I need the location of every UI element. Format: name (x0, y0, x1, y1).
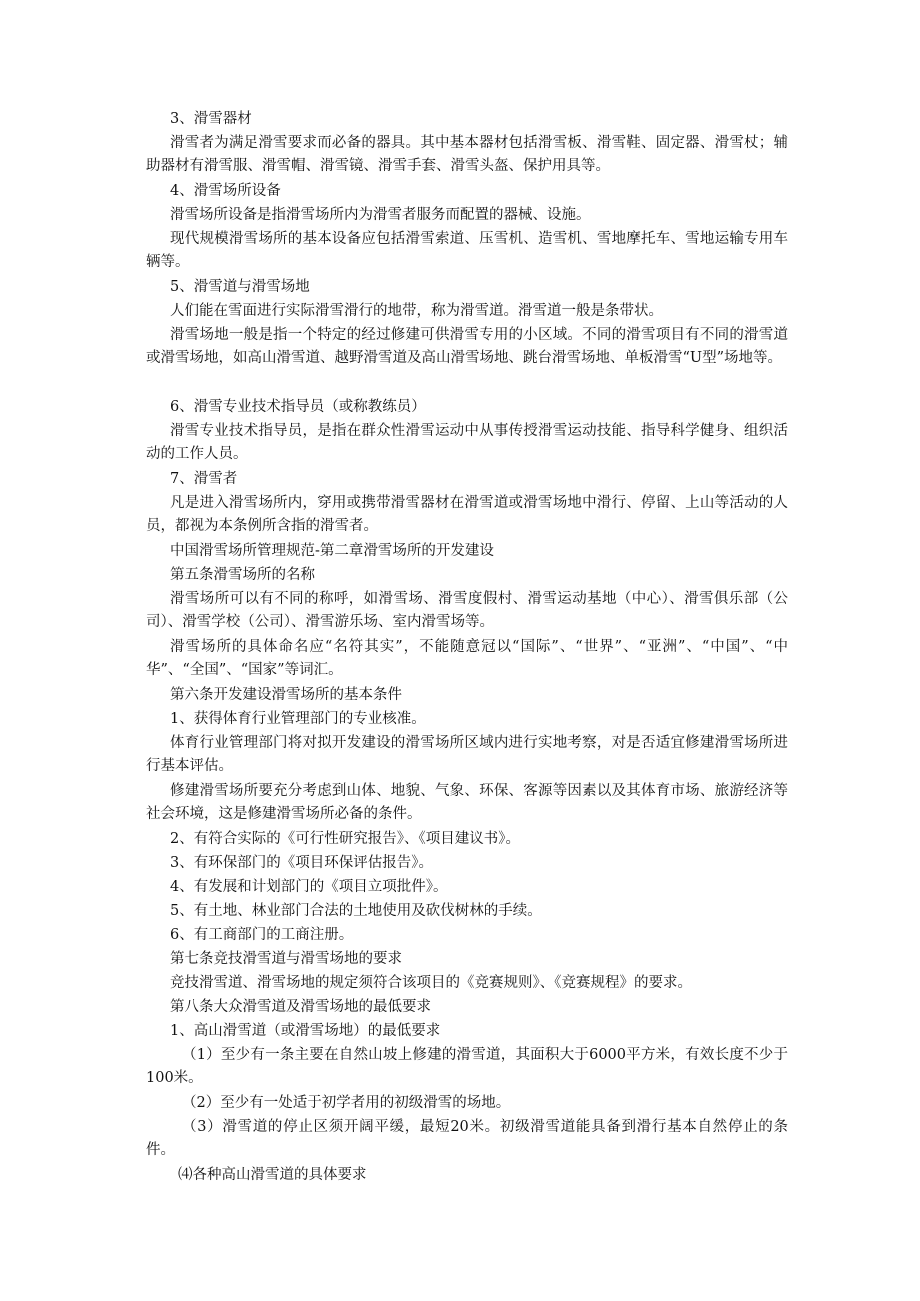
paragraph: 滑雪场所的具体命名应“名符其实”，不能随意冠以“国际”、“世界”、“亚洲”、“中国”、“中华”、“全国”、“国家”等词汇。 (146, 639, 788, 679)
list-item: 1、获得体育行业管理部门的专业核准。 (170, 711, 426, 727)
sub-item: （3）滑雪道的停止区须开阔平缓，最短20米。初级滑雪道能具备到滑行基本自然停止的条件。 (146, 1119, 788, 1159)
paragraph: 体育行业管理部门将对拟开发建设的滑雪场所区域内进行实地考察，对是否适宜修建滑雪场所进行基本评估。 (146, 735, 788, 775)
sub-item: （1）至少有一条主要在自然山坡上修建的滑雪道，其面积大于6000平方米，有效长度不少于100米。 (146, 1047, 788, 1087)
list-item: 1、高山滑雪道（或滑雪场地）的最低要求 (170, 1023, 441, 1039)
list-item: 5、有土地、林业部门合法的土地使用及砍伐树林的手续。 (170, 903, 542, 919)
paragraph: 人们能在雪面进行实际滑雪滑行的地带，称为滑雪道。滑雪道一般是条带状。 (170, 303, 663, 319)
article-title: 第五条滑雪场所的名称 (170, 567, 315, 583)
paragraph: 凡是进入滑雪场所内，穿用或携带滑雪器材在滑雪道或滑雪场地中滑行、停留、上山等活动的人员，都视为本条例所含指的滑雪者。 (146, 495, 788, 535)
paragraph: 修建滑雪场所要充分考虑到山体、地貌、气象、环保、客源等因素以及其体育市场、旅游经济等社会环境，这是修建滑雪场所必备的条件。 (146, 783, 788, 823)
article-title: 第七条竞技滑雪道与滑雪场地的要求 (170, 951, 402, 967)
list-item: 6、有工商部门的工商注册。 (170, 927, 354, 943)
heading-ski-runs: 5、滑雪道与滑雪场地 (170, 279, 310, 295)
heading-ski-facility-equipment: 4、滑雪场所设备 (170, 183, 281, 199)
sub-item: ⑷各种高山滑雪道的具体要求 (178, 1167, 367, 1183)
chapter-title: 中国滑雪场所管理规范-第二章滑雪场所的开发建设 (170, 543, 494, 559)
heading-skiers: 7、滑雪者 (170, 471, 238, 487)
paragraph: 滑雪者为满足滑雪要求而必备的器具。其中基本器材包括滑雪板、滑雪鞋、固定器、滑雪杖；辅助器材有滑雪服、滑雪帽、滑雪镜、滑雪手套、滑雪头盔、保护用具等。 (146, 135, 788, 175)
paragraph: 现代规模滑雪场所的基本设备应包括滑雪索道、压雪机、造雪机、雪地摩托车、雪地运输专用车辆等。 (146, 231, 788, 271)
article-title: 第六条开发建设滑雪场所的基本条件 (170, 687, 402, 703)
paragraph: 滑雪场地一般是指一个特定的经过修建可供滑雪专用的小区域。不同的滑雪项目有不同的滑雪道或滑雪场地，如高山滑雪道、越野滑雪道及高山滑雪场地、跳台滑雪场地、单板滑雪“U型”场地等。 (146, 327, 788, 367)
article-title: 第八条大众滑雪道及滑雪场地的最低要求 (170, 999, 431, 1015)
paragraph: 滑雪场所设备是指滑雪场所内为滑雪者服务而配置的器械、设施。 (170, 207, 591, 223)
list-item: 2、有符合实际的《可行性研究报告》、《项目建议书》。 (170, 831, 520, 847)
list-item: 3、有环保部门的《项目环保评估报告》。 (170, 855, 433, 871)
paragraph: 竞技滑雪道、滑雪场地的规定须符合该项目的《竞赛规则》、《竞赛规程》的要求。 (170, 975, 692, 991)
heading-ski-equipment: 3、滑雪器材 (170, 111, 252, 127)
sub-item: （2）至少有一处适于初学者用的初级滑雪的场地。 (182, 1095, 511, 1111)
paragraph: 滑雪场所可以有不同的称呼，如滑雪场、滑雪度假村、滑雪运动基地（中心）、滑雪俱乐部（公司）、滑雪学校（公司）、滑雪游乐场、室内滑雪场等。 (146, 591, 788, 631)
heading-instructors: 6、滑雪专业技术指导员（或称教练员） (170, 399, 426, 415)
list-item: 4、有发展和计划部门的《项目立项批件》。 (170, 879, 448, 895)
paragraph: 滑雪专业技术指导员，是指在群众性滑雪运动中从事传授滑雪运动技能、指导科学健身、组织活动的工作人员。 (146, 423, 788, 463)
